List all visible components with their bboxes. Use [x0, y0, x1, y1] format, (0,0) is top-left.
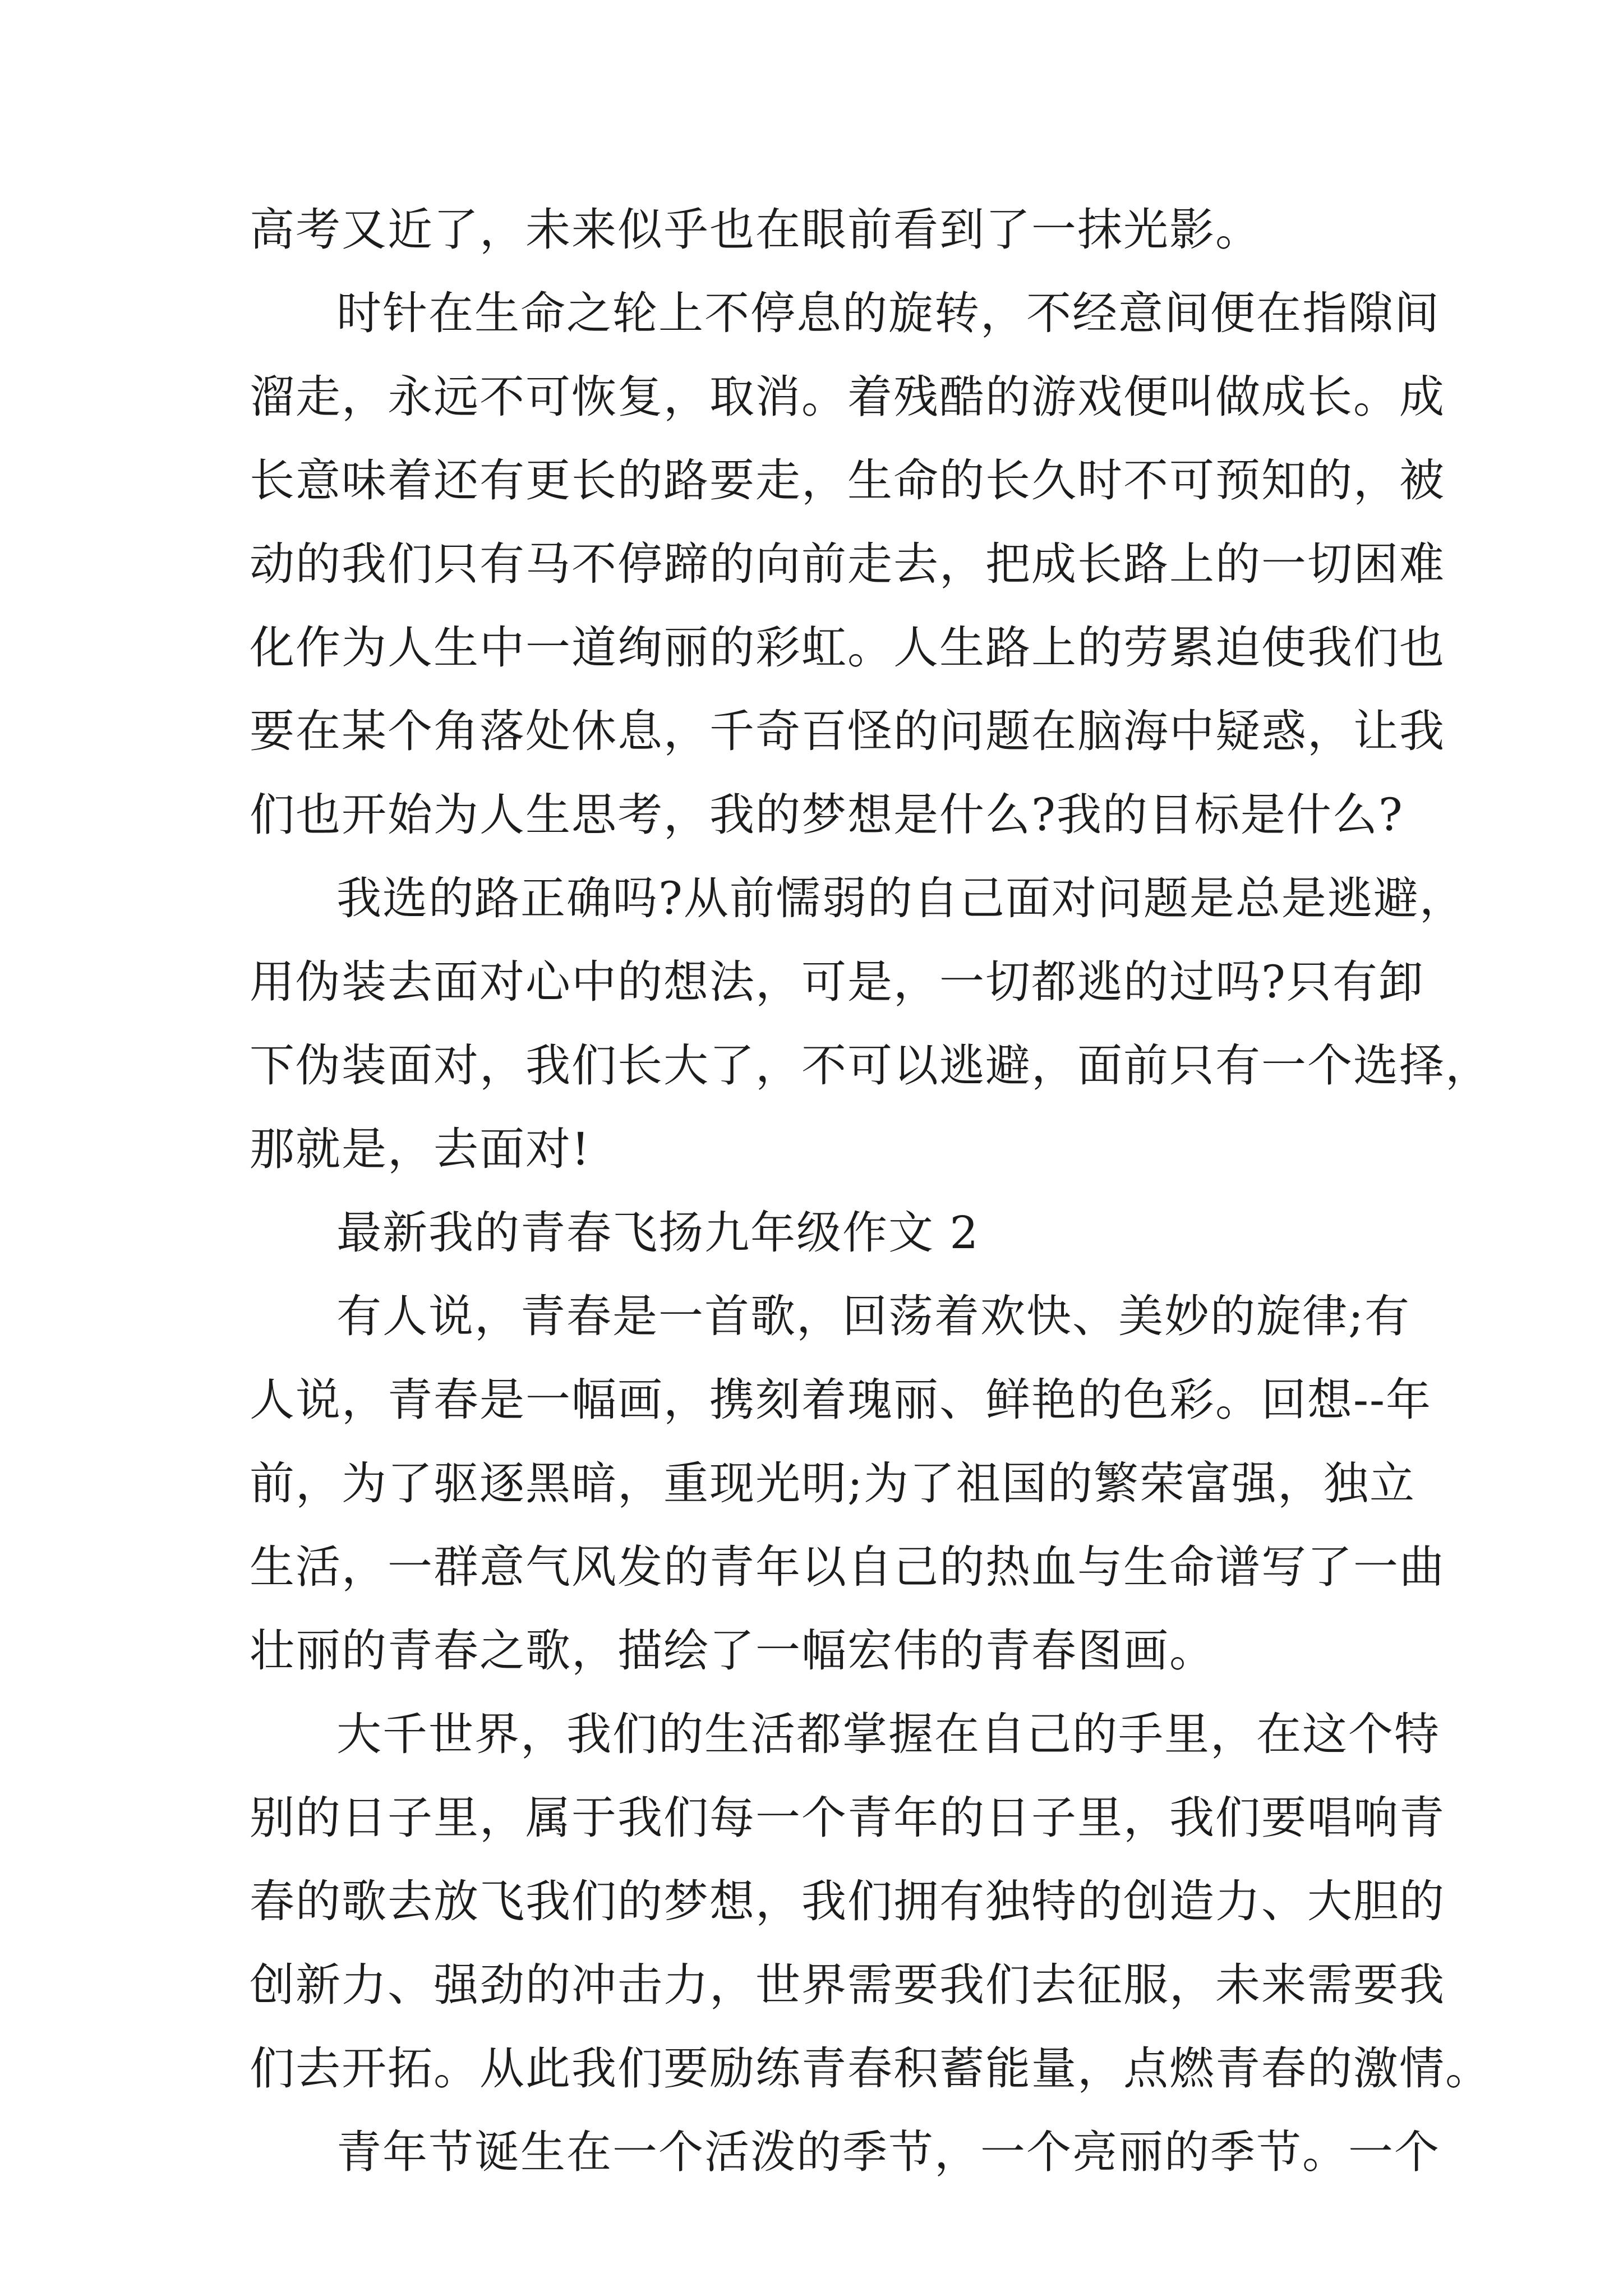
paragraph-start-line: 大千世界，我们的生活都掌握在自己的手里，在这个特	[336, 1708, 1440, 1760]
text-line: 们去开拓。从此我们要励练青春积蓄能量，点燃青春的激情。	[250, 2042, 1491, 2095]
text-line: 用伪装去面对心中的想法，可是，一切都逃的过吗?只有卸	[250, 956, 1424, 1008]
text-line: 下伪装面对，我们长大了，不可以逃避，面前只有一个选择，	[250, 1039, 1491, 1092]
paragraph-start-line: 青年节诞生在一个活泼的季节，一个亮丽的季节。一个	[336, 2126, 1440, 2178]
text-line: 溜走，永远不可恢复，取消。着残酷的游戏便叫做成长。成	[250, 371, 1445, 423]
paragraph-start-line: 有人说，青春是一首歌，回荡着欢快、美妙的旋律;有	[336, 1290, 1410, 1342]
text-line: 长意味着还有更长的路要走，生命的长久时不可预知的，被	[250, 454, 1445, 507]
text-line: 生活，一群意气风发的青年以自己的热血与生命谱写了一曲	[250, 1541, 1445, 1593]
text-line: 们也开始为人生思考，我的梦想是什么?我的目标是什么?	[250, 789, 1404, 841]
text-line: 别的日子里，属于我们每一个青年的日子里，我们要唱响青	[250, 1792, 1445, 1844]
text-line: 那就是，去面对!	[250, 1123, 591, 1175]
text-line: 春的歌去放飞我们的梦想，我们拥有独特的创造力、大胆的	[250, 1875, 1445, 1927]
text-line: 创新力、强劲的冲击力，世界需要我们去征服，未来需要我	[250, 1959, 1445, 2011]
text-line: 要在某个角落处休息，千奇百怪的问题在脑海中疑惑，让我	[250, 705, 1445, 757]
text-line: 高考又近了，未来似乎也在眼前看到了一抹光影。	[250, 204, 1261, 256]
paragraph-start-line: 时针在生命之轮上不停息的旋转，不经意间便在指隙间	[336, 287, 1440, 339]
text-line: 化作为人生中一道绚丽的彩虹。人生路上的劳累迫使我们也	[250, 622, 1445, 674]
text-line: 动的我们只有马不停蹄的向前走去，把成长路上的一切困难	[250, 538, 1445, 590]
paragraph-start-line: 我选的路正确吗?从前懦弱的自己面对问题是总是逃避，	[336, 872, 1465, 924]
section-heading: 最新我的青春飞扬九年级作文 2	[336, 1207, 980, 1259]
text-line: 前，为了驱逐黑暗，重现光明;为了祖国的繁荣富强，独立	[250, 1457, 1415, 1510]
text-line: 壮丽的青春之歌，描绘了一幅宏伟的青春图画。	[250, 1625, 1215, 1677]
text-line: 人说，青春是一幅画，携刻着瑰丽、鲜艳的色彩。回想--年	[250, 1374, 1432, 1426]
